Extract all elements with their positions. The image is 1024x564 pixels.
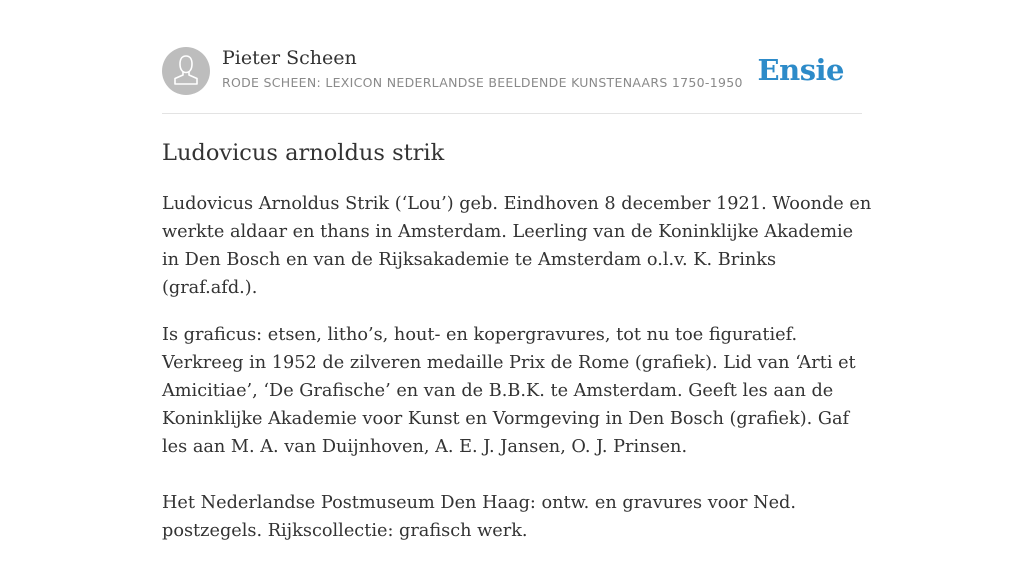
article-title: Ludovicus arnoldus strik [162,140,445,166]
source-title[interactable]: RODE SCHEEN: LEXICON NEDERLANDSE BEELDENDE KUNSTENAARS 1750-1950 [222,75,743,90]
paragraph-biography: Ludovicus Arnoldus Strik (‘Lou’) geb. Eindhoven 8 december 1921. Woonde en werkte aldaar en thans in Amsterdam. Leerling van de Koninklijke Akademie in Den Bosch en van de Rijksakademie te Amsterdam o.l.v. K. Brinks (graf.afd.). [162,194,872,298]
paragraph-collections: Het Nederlandse Postmuseum Den Haag: ontw. en gravures voor Ned. postzegels. Rijkscollectie: grafisch werk. [162,493,796,541]
author-block [222,44,743,92]
author-name[interactable]: Pieter Scheen [222,47,357,69]
article-body [162,190,872,564]
user-icon [162,47,210,95]
article-header [162,0,862,114]
ensie-logo[interactable]: Ensie [757,53,844,87]
author-avatar[interactable] [162,47,210,95]
paragraph-work: Is graficus: etsen, litho’s, hout- en kopergravures, tot nu toe figuratief. Verkreeg in 1952 de zilveren medaille Prix de Rome (grafiek). Lid van ‘Arti et Amicitiae’, ‘De Grafische’ en van de B.B.K. te Amsterdam. Geeft les aan de Koninklijke Akademie voor Kunst en Vormgeving in Den Bosch (grafiek). Gaf les aan M. A. van Duijnhoven, A. E. J. Jansen, O. J. Prinsen. [162,325,856,457]
content-container [162,0,872,541]
